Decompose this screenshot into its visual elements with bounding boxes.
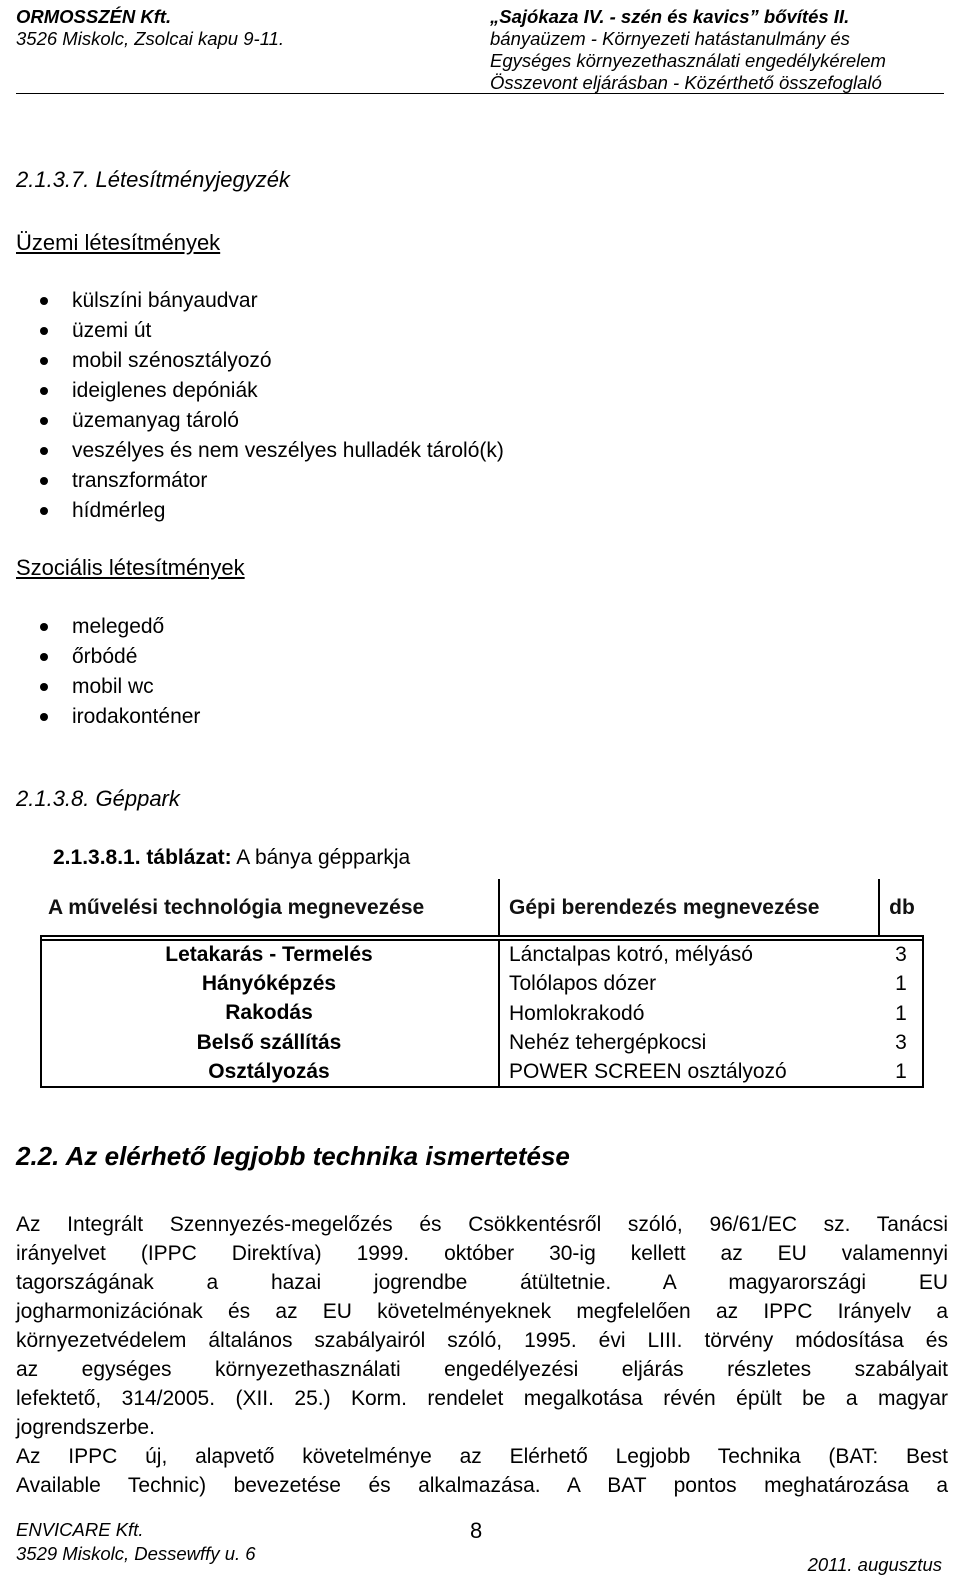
paragraph-line: Available Technic) bevezetése és alkalmazása. A BAT pontos meghatározása a: [16, 1474, 948, 1497]
header-title-line: Egységes környezethasználati engedélykérelem: [490, 50, 886, 71]
bullet-icon: [40, 713, 48, 721]
bullet-icon: [40, 387, 48, 395]
header-company-name: ORMOSSZÉN Kft.: [16, 6, 172, 27]
page-number: 8: [470, 1518, 483, 1543]
list-item: veszélyes és nem veszélyes hulladék tároló(k): [16, 436, 504, 466]
paragraph-line: az egységes környezethasználati engedélyezési eljárás részletes szabályait: [16, 1358, 948, 1381]
paragraph-line: jogharmonizációnak és az EU követelményeknek megfelelően az IPPC Irányelv a: [16, 1300, 948, 1323]
list-item: őrbódé: [16, 642, 200, 672]
list-item: hídmérleg: [16, 496, 504, 526]
footer-company-name: ENVICARE Kft.: [16, 1519, 144, 1540]
table-divider: [498, 879, 500, 935]
social-facilities-list: [16, 612, 200, 732]
page-header: [0, 0, 960, 94]
paragraph-line: környezetvédelem általános szabályairól szóló, 1995. évi LIII. törvény módosítása és: [16, 1329, 948, 1352]
bullet-icon: [40, 297, 48, 305]
paragraph-line: tagországának a hazai jogrendbe átültetnie. A magyarországi EU: [16, 1271, 948, 1294]
paragraph-ippc-directive: [16, 1210, 948, 1442]
machinery-table: A művelési technológia megnevezése Gépi berendezés megnevezése db Letakarás - Termelés Lánctalpas kotró, mélyásó 3 Hányóképzés Tolólapos dózer 1 Rakodás Homlokrakodó 1 Belső szállítás Nehéz tehergépkocsi 3 Osztályozás POWER SCREEN osztályozó 1: [40, 879, 924, 1089]
section-heading-22: 2.2. Az elérhető legjobb technika ismertetése: [16, 1141, 570, 1171]
bullet-icon: [40, 653, 48, 661]
table-caption: [53, 846, 410, 870]
table-header-equipment: Gépi berendezés megnevezése: [509, 896, 820, 919]
paragraph-line: irányelvet (IPPC Direktíva) 1999. október 30-ig kellett az EU valamennyi: [16, 1242, 948, 1265]
footer-company-address: 3529 Miskolc, Dessewffy u. 6: [16, 1543, 256, 1564]
list-item: melegedő: [16, 612, 200, 642]
table-header-rule: [40, 935, 924, 937]
subheading-social-facilities: Szociális létesítmények: [16, 555, 245, 580]
bullet-icon: [40, 327, 48, 335]
bullet-icon: [40, 683, 48, 691]
header-company-block: [16, 6, 284, 50]
list-item: üzemi út: [16, 316, 504, 346]
footer-date: 2011. augusztus: [807, 1554, 942, 1575]
list-item: külszíni bányaudvar: [16, 286, 504, 316]
paragraph-bat: [16, 1442, 948, 1500]
paragraph-line: Az Integrált Szennyezés-megelőzés és Csökkentésről szóló, 96/61/EC sz. Tanácsi: [16, 1213, 948, 1236]
table-divider: [498, 939, 500, 1087]
table-header-technology: A művelési technológia megnevezése: [48, 896, 425, 919]
section-heading-2138: 2.1.3.8. Géppark: [16, 786, 180, 811]
header-document-title: [490, 6, 944, 94]
table-caption-label: 2.1.3.8.1. táblázat:: [53, 846, 232, 869]
list-item: irodakonténer: [16, 702, 200, 732]
bullet-icon: [40, 447, 48, 455]
bullet-icon: [40, 357, 48, 365]
bullet-icon: [40, 623, 48, 631]
list-item: mobil szénosztályozó: [16, 346, 504, 376]
bullet-icon: [40, 417, 48, 425]
footer-company-block: [16, 1518, 256, 1566]
header-title-line: Összevont eljárásban - Közérthető összefoglaló: [490, 72, 882, 93]
paragraph-line: Az IPPC új, alapvető követelménye az Elérhető Legjobb Technika (BAT: Best: [16, 1445, 948, 1468]
table-header-count: db: [889, 896, 915, 919]
operational-facilities-list: [16, 286, 504, 526]
paragraph-line: lefektető, 314/2005. (XII. 25.) Korm. rendelet megalkotása révén épült be a magyar: [16, 1387, 948, 1410]
section-heading-2137: 2.1.3.7. Létesítményjegyzék: [16, 167, 290, 192]
table-divider: [878, 879, 880, 935]
bullet-icon: [40, 477, 48, 485]
subheading-operational-facilities: Üzemi létesítmények: [16, 230, 221, 255]
list-item: transzformátor: [16, 466, 504, 496]
bullet-icon: [40, 507, 48, 515]
header-divider: [16, 93, 944, 94]
list-item: üzemanyag tároló: [16, 406, 504, 436]
paragraph-line: jogrendszerbe.: [16, 1416, 155, 1439]
header-title-line: bányaüzem - Környezeti hatástanulmány és: [490, 28, 850, 49]
header-company-address: 3526 Miskolc, Zsolcai kapu 9-11.: [16, 28, 285, 49]
table-caption-text: A bánya gépparkja: [231, 846, 411, 869]
list-item: mobil wc: [16, 672, 200, 702]
header-title-line: „Sajókaza IV. - szén és kavics” bővítés II.: [490, 6, 850, 27]
list-item: ideiglenes depóniák: [16, 376, 504, 406]
